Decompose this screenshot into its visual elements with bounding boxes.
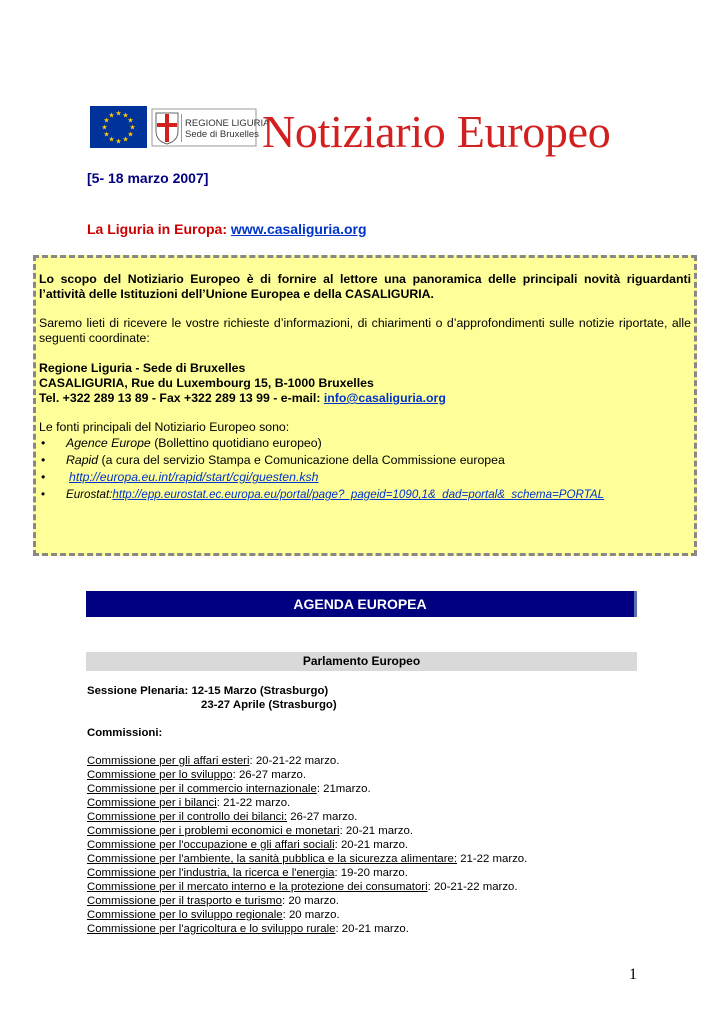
commission-name: Commissione per lo sviluppo regionale xyxy=(87,909,283,921)
eurostat-link[interactable]: http://epp.eurostat.ec.europa.eu/portal/page?_pageid=1090,1&_dad=portal&_schema=PORTAL xyxy=(112,488,605,501)
source-item-eurostat xyxy=(39,486,691,503)
liguria-shield-icon xyxy=(151,106,270,148)
plenary-dates-2: 23-27 Aprile (Strasburgo) xyxy=(201,699,337,711)
commission-name: Commissione per l'ambiente, la sanità pubblica e la sicurezza alimentare: xyxy=(87,853,458,865)
source-description: (Bollettino quotidiano europeo) xyxy=(150,436,322,450)
source-item-agence-europe xyxy=(39,435,691,452)
liguria-line xyxy=(87,221,367,237)
commission-dates: : 20-21 marzo. xyxy=(335,923,409,935)
source-name: Agence Europe xyxy=(66,436,151,450)
list-item xyxy=(87,894,527,908)
commission-dates: : 21-22 marzo. xyxy=(216,797,291,809)
source-name: Rapid xyxy=(66,453,99,467)
liguria-prefix: La Liguria in Europa: xyxy=(87,221,231,237)
svg-text:★: ★ xyxy=(127,116,134,125)
list-item xyxy=(87,908,527,922)
svg-text:★: ★ xyxy=(122,111,129,120)
svg-text:★: ★ xyxy=(115,109,122,118)
list-item xyxy=(87,754,527,768)
list-item xyxy=(87,838,527,852)
commission-dates: : 19-20 marzo. xyxy=(334,867,408,879)
sources-list xyxy=(39,435,691,503)
eu-stars-icon xyxy=(90,106,147,148)
commission-name: Commissione per i problemi economici e monetari xyxy=(87,825,340,837)
list-item xyxy=(87,782,527,796)
commission-dates: 21-22 marzo. xyxy=(457,853,528,865)
masthead-title: Notiziario Europeo xyxy=(262,106,611,157)
source-description: (a cura del servizio Stampa e Comunicazione della Commissione europea xyxy=(98,453,505,467)
commission-dates: : 20 marzo. xyxy=(282,909,340,921)
source-item-rapid-link xyxy=(39,469,691,486)
svg-text:★: ★ xyxy=(115,137,122,146)
section-heading-parlamento: Parlamento Europeo xyxy=(86,652,637,671)
commission-name: Commissione per l'industria, la ricerca e l'energia xyxy=(87,867,335,879)
source-item-rapid xyxy=(39,452,691,469)
commissions-list xyxy=(87,754,527,936)
commission-dates: : 21marzo. xyxy=(316,783,371,795)
info-box xyxy=(33,255,697,556)
region-logo-line2: Sede di Bruxelles xyxy=(185,129,259,140)
commission-name: Commissione per il trasporto e turismo xyxy=(87,895,282,907)
issue-date-range: [5- 18 marzo 2007] xyxy=(87,170,209,186)
list-item xyxy=(87,810,527,824)
list-item xyxy=(87,922,527,936)
regione-liguria-logo xyxy=(151,106,270,148)
request-paragraph: Saremo lieti di ricevere le vostre richieste d’informazioni, di chiarimenti o d’approfondimenti sulle notizie riportate, alle seguenti coordinate: xyxy=(39,316,691,345)
region-logo-line1: REGIONE LIGURIA xyxy=(185,118,270,129)
commission-dates: 26-27 marzo. xyxy=(287,811,358,823)
plenary-session-line xyxy=(87,684,328,698)
list-item xyxy=(87,824,527,838)
commission-name: Commissione per gli affari esteri xyxy=(87,755,250,767)
commission-dates: : 20-21 marzo. xyxy=(339,825,414,837)
commission-name: Commissione per il mercato interno e la protezione dei consumatori xyxy=(87,881,428,893)
contact-line-2: CASALIGURIA, Rue du Luxembourg 15, B-1000 Bruxelles xyxy=(39,376,374,390)
contact-line-1: Regione Liguria - Sede di Bruxelles xyxy=(39,361,246,375)
svg-text:★: ★ xyxy=(122,135,129,144)
commission-dates: : 20-21 marzo. xyxy=(334,839,409,851)
commission-dates: : 20-21-22 marzo. xyxy=(427,881,518,893)
contact-email-link[interactable]: info@casaliguria.org xyxy=(323,391,446,405)
eu-flag-logo xyxy=(90,106,147,148)
commission-dates: : 26-27 marzo. xyxy=(232,769,307,781)
commission-name: Commissione per il commercio internazionale xyxy=(87,783,317,795)
svg-text:★: ★ xyxy=(108,135,115,144)
scope-paragraph: Lo scopo del Notiziario Europeo è di fornire al lettore una panoramica delle principali novità riguardanti l’attività delle Istituzioni dell’Unione Europea e della CASALIGURIA. xyxy=(39,272,691,301)
commission-name: Commissione per l'occupazione e gli affari sociali xyxy=(87,839,335,851)
svg-text:★: ★ xyxy=(103,130,110,139)
svg-text:★: ★ xyxy=(101,123,108,132)
commissions-heading: Commissioni: xyxy=(87,727,163,739)
commission-dates: : 20 marzo. xyxy=(281,895,339,907)
svg-text:★: ★ xyxy=(108,111,115,120)
plenary-label: Sessione Plenaria xyxy=(87,685,185,697)
agenda-heading: AGENDA EUROPEA xyxy=(86,591,637,617)
contact-phone-fax: Tel. +322 289 13 89 - Fax +322 289 13 99 - e-mail: xyxy=(39,391,324,405)
list-item xyxy=(87,796,527,810)
commission-name: Commissione per i bilanci xyxy=(87,797,217,809)
source-name: Eurostat: xyxy=(66,488,113,501)
commission-name: Commissione per lo sviluppo xyxy=(87,769,233,781)
commission-dates: : 20-21-22 marzo. xyxy=(249,755,340,767)
plenary-dates-1: : 12-15 Marzo (Strasburgo) xyxy=(184,685,329,697)
page-number: 1 xyxy=(629,966,637,983)
sources-intro: Le fonti principali del Notiziario Europeo sono: xyxy=(39,420,290,434)
list-item xyxy=(87,880,527,894)
list-item xyxy=(87,866,527,880)
svg-text:★: ★ xyxy=(129,123,136,132)
list-item xyxy=(87,852,527,866)
commission-name: Commissione per l'agricoltura e lo sviluppo rurale xyxy=(87,923,336,935)
contact-line-3 xyxy=(39,391,691,406)
commission-name: Commissione per il controllo dei bilanci: xyxy=(87,811,288,823)
casaliguria-website-link[interactable]: www.casaliguria.org xyxy=(230,221,367,237)
svg-text:★: ★ xyxy=(103,116,110,125)
svg-text:★: ★ xyxy=(127,130,134,139)
rapid-link[interactable]: http://europa.eu.int/rapid/start/cgi/guesten.ksh xyxy=(69,470,319,484)
list-item xyxy=(87,768,527,782)
